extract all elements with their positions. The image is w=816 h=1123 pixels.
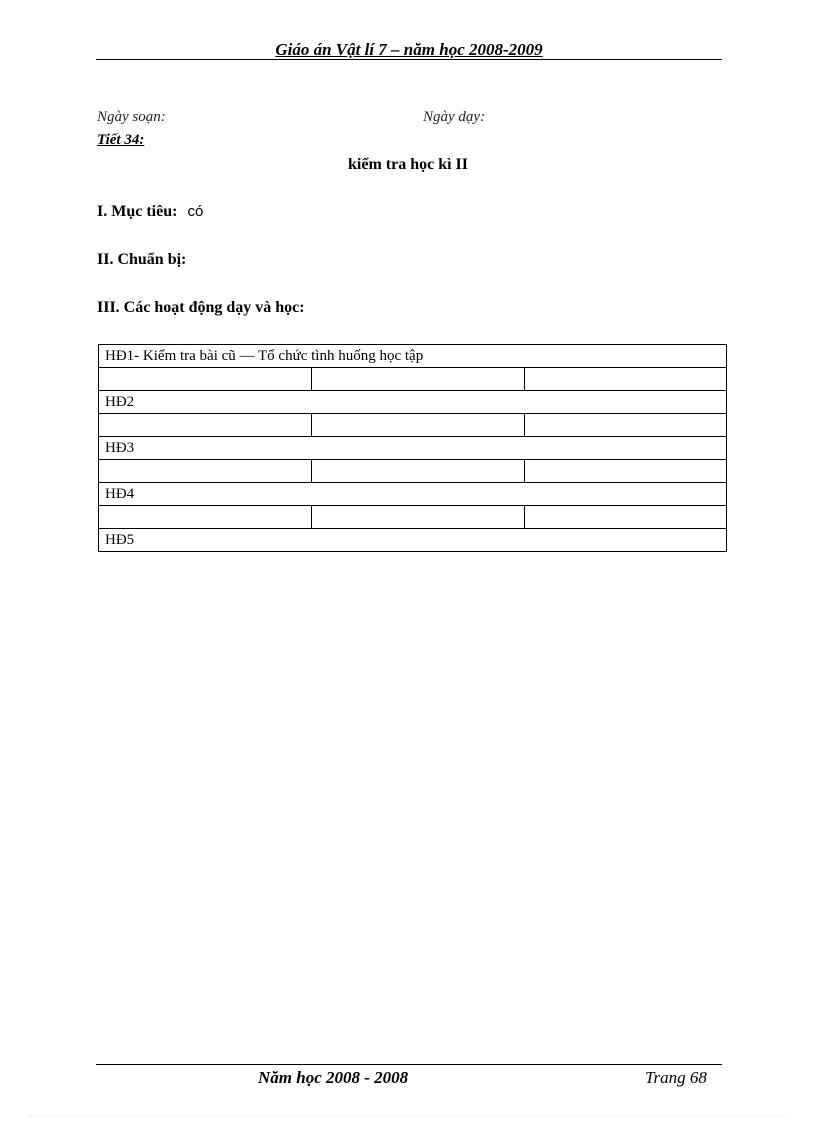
section-preparation	[97, 251, 186, 269]
footer-divider	[96, 1064, 722, 1065]
activities-label: III. Các hoạt động dạy và học:	[97, 299, 305, 316]
activity-header-row	[99, 483, 727, 506]
activity-header-row	[99, 529, 727, 552]
objectives-label: I. Mục tiêu:	[97, 203, 178, 220]
activity-header-row	[99, 345, 727, 368]
footer-page-number: Trang 68	[645, 1068, 707, 1087]
activity-cells-row	[99, 414, 727, 437]
preparation-label: II. Chuẩn bị:	[97, 251, 187, 268]
activity-header-row	[99, 391, 727, 414]
exam-title: kiểm tra học kì II	[348, 156, 468, 173]
activity-cell	[525, 414, 727, 437]
activity-cells-row	[99, 460, 727, 483]
activity-cell	[312, 506, 525, 529]
activities-table	[98, 344, 727, 552]
section-objectives	[97, 203, 203, 221]
activity-header-row	[99, 437, 727, 460]
activity-header-cell: HĐ4	[99, 483, 727, 506]
prepared-date-label: Ngày soạn:	[97, 109, 166, 125]
activity-header-cell: HĐ2	[99, 391, 727, 414]
page-header-title: Giáo án Vật lí 7 – năm học 2008-2009	[275, 40, 543, 59]
footer-school-year: Năm học 2008 - 2008	[258, 1068, 409, 1087]
activity-cell	[525, 506, 727, 529]
activity-header-cell: HĐ5	[99, 529, 727, 552]
activity-cell	[99, 368, 312, 391]
activity-cell	[99, 460, 312, 483]
activity-cell	[312, 460, 525, 483]
taught-date-label: Ngày dạy:	[423, 109, 486, 125]
activity-cells-row	[99, 506, 727, 529]
activity-cell	[525, 368, 727, 391]
activity-header-cell: HĐ3	[99, 437, 727, 460]
activity-cells-row	[99, 368, 727, 391]
objectives-note: có	[187, 203, 204, 220]
header-divider	[96, 59, 722, 60]
activity-cell	[99, 506, 312, 529]
lesson-number: Tiết 34:	[97, 132, 145, 148]
activity-cell	[312, 368, 525, 391]
activity-cell	[312, 414, 525, 437]
activity-cell	[99, 414, 312, 437]
activity-header-cell: HĐ1- Kiểm tra bài cũ — Tổ chức tình huống học tập	[99, 345, 727, 368]
page-bottom-edge	[28, 1116, 788, 1117]
section-activities	[97, 299, 305, 317]
activity-cell	[525, 460, 727, 483]
